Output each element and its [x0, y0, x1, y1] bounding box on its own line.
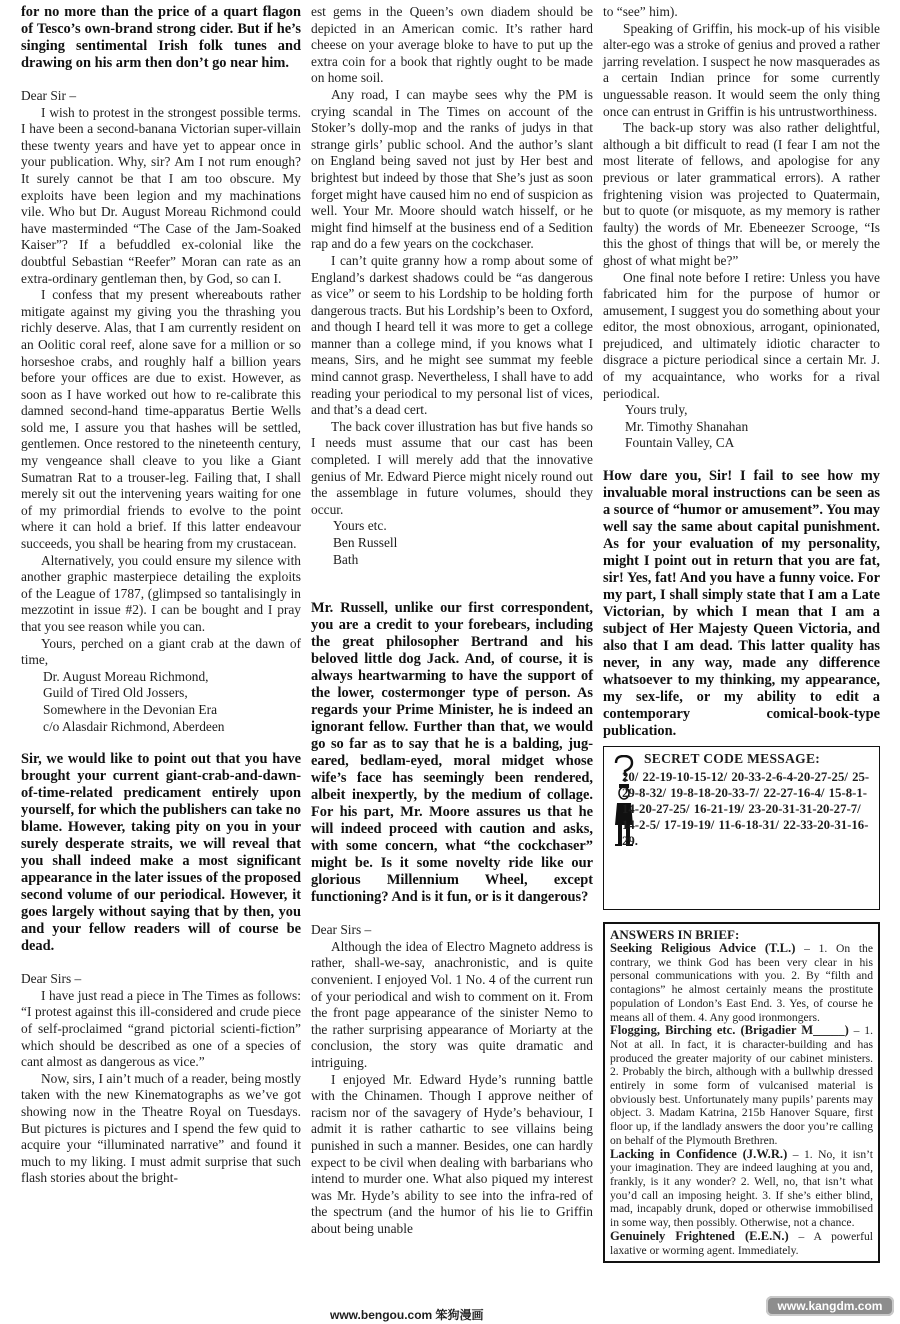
letter-paragraph: I can’t quite granny how a romp about some of England’s darkest shadows could be “as dangerous as vice” or seem to his Lordship to be holding forth dangerous tracts. But his Lordship’s been to Oxford, and though I heard tell it was more to get a college manner than a college mind, if you knows what I means, Sirs, and he might see summat my feeble mind cannot grasp. Nevertheless, I shall have to add reading your periodical to my personal list of vices, and that’s a dead cert.	[311, 252, 593, 418]
answer-topic: Lacking in Confidence (J.W.R.)	[610, 1146, 788, 1161]
letter-paragraph: The back cover illustration has but five hands so I needs must assume that our cast has been completed. I will merely add that the innovative genius of Mr. Edward Pierce might nicely round out the assemblage in future volumes, should they occur.	[311, 418, 593, 517]
column-right	[603, 4, 880, 1263]
answer-topic: Flogging, Birching etc. (Brigadier M_____)	[610, 1023, 849, 1038]
letter-paragraph: One final note before I retire: Unless you have fabricated him for the purpose of humor or amusement, I suggest you do something about your editor, the most obnoxious, arrogant, opinionated, prejudiced, and ultimately idiotic character to disgrace a picture periodical since a certain Mr. J. of my acquaintance, who works for a rival periodical.	[603, 269, 880, 401]
answer-topic: Genuinely Frightened (E.E.N.)	[610, 1228, 789, 1243]
answers-heading: ANSWERS IN BRIEF:	[610, 927, 740, 943]
signature-line: Guild of Tired Old Jossers,	[43, 685, 188, 701]
signature-line: Dr. August Moreau Richmond,	[43, 668, 209, 684]
editor-reply: How dare you, Sir! I fail to see how my invaluable moral instructions can be seen as a source of “humor or amusement”. You may well say the same about capital punishment. As for your evaluation of my personality, might I point out in return that you are fat, sir! Yes, fat! And you have a funny voice. For my part, I shall simply state that I am a Late Victorian, by which I mean that I am a subject of Her Majesty Queen Victoria, and also that I am dead. This latter quality has never, in any way, made any difference whatsoever to my thinking, my appearance, my sex-life, or my ability to edit a contemporary comical-book-type publication.	[603, 468, 880, 740]
letter-paragraph: I confess that my present whereabouts rather mitigate against my giving you the thrashing you richly deserve. Alas, that I am currently resident on an Oolitic coral reef, alone save for a million or so horseshoe crabs, and roughly half a billion years before your offices are due to exist. However, as soon as I have worked out how to re-calibrate this damned second-hand time-apparatus Bertie Wells sold me, I assure you that hashes will be settled, gentlemen. Once restored to the nineteenth century, my vengeance shall cleave to you like a Giant Sumatran Rat to a trouser-leg. Failing that, I shall merely sit out the intervening years waiting for one of my primordial friends to evolve to the point where it can hold a brief. If this latter endeavour succeeds, you shall be hearing from my crustacean.	[21, 287, 301, 552]
answer-text: – 1. Not at all. In fact, it is character-building and has produced the greater majority of our cabinet ministers. 2. Probably the birch, although with a bullwhip dressed entirely in some form of vulcanised material is obviously best. Unfortunately many pupils’ parents may object. 3. Madam Katrina, 215b Hanover Square, first floor up, if the landlady answers the door you’re calling on behalf of the Plymouth Brethren.	[610, 1024, 873, 1147]
secret-code-box	[603, 746, 880, 910]
answer-text: – 1. On the contrary, we think God has been very clear in his personal communications with you. 2. By “filth and contagions” he almost certainly means the prostitute population of London’s East End. 3. Yes, of course he means all of them. 4. Any good ironmongers.	[610, 942, 873, 1024]
signature-line: c/o Alasdair Richmond, Aberdeen	[43, 718, 225, 734]
secret-code-heading: SECRET CODE MESSAGE:	[644, 751, 821, 767]
signature-line: Yours truly,	[625, 402, 688, 418]
footer-watermark: www.bengou.com 笨狗漫画	[330, 1308, 484, 1322]
letter-paragraph: to “see” him).	[603, 4, 678, 19]
editor-reply: Mr. Russell, unlike our first correspondent, you are a credit to your forebears, including the great philosopher Bertrand and his beloved little dog Jack. And, of course, it is always heartwarming to have the support of the lower, costermonger type of person. As regards your Prime Minister, he is indeed an ignorant fellow. Further than that, we would go so far as to say that he is a balding, jug-eared, bedlam-eyed, moral midget whose wife’s face has seemingly been rendered, albeit inexpertly, by the medium of collage. For his part, Mr. Moore assures us that he will indeed proceed with caution and asks, with some concern, what “the cockchaser” might be. Is it some novelty ride like our glorious Millennium Wheel, except functioning? And is it fun, or is it dangerous?	[311, 600, 593, 906]
answer-text: – A powerful laxative or worming agent. Immediately.	[610, 1229, 873, 1257]
signature-line: Bath	[333, 551, 359, 567]
letter-salutation: Dear Sir –	[21, 88, 77, 103]
letter-salutation: Dear Sirs –	[21, 971, 82, 987]
letter-paragraph: Now, sirs, I ain’t much of a reader, being mostly taken with the new Kinematographs as we’ve got showing now in the Theatre Royal on Tuesdays. But pictures is pictures and I spend the few quid to acquire your “illuminated narrative” and found it much to my liking. I must admit surprise that such flash stories about the bright-	[21, 1070, 301, 1186]
signature-line: Mr. Timothy Shanahan	[625, 418, 749, 434]
answers-in-brief-box	[603, 922, 880, 1263]
letter-paragraph: est gems in the Queen’s own diadem should be depicted in an American comic. It’s rather hard cheese on your average bloke to have to put up the extra coin for a book that rightly ought to be made on home soil.	[311, 4, 593, 86]
signature-line: Yours etc.	[333, 518, 387, 534]
letter-salutation: Dear Sirs –	[311, 922, 372, 938]
letter-paragraph: The back-up story was also rather delightful, although a bit difficult to read (I fear I am not the most literate of fellows, and apologise for any previous or later grammatical errors). A rather frightening vision was projected to Quatermain, but to quote (or misquote, as my memory is rather faulty) the words of Mr. Ebeneezer Scrooge, “Is this the ghost of things that will be, or merely the ghost of what might be?”	[603, 120, 880, 268]
column-left	[21, 4, 301, 1187]
letter-paragraph: Any road, I can maybe sees why the PM is crying scandal in The Times on account of the Stoker’s dolly-mop and the ranks of judys in that strange girls’ public school. And the author’s slant on England being saved not just by Her best and brightest but indeed by those that She’s just as soon forget might have caused him no end of suspicion as well. Your Mr. Moore should watch hisself, or he might find himself at the business end of a Sedition rap and do a few years on the cockchaser.	[311, 86, 593, 252]
editor-reply: for no more than the price of a quart flagon of Tesco’s own-brand strong cider. But if he’s singing sentimental Irish folk tunes and drawing on his arm then don’t go near him.	[21, 4, 301, 71]
letter-paragraph: Speaking of Griffin, his mock-up of his visible alter-ego was a stroke of genius and proved a rather jarring revelation. I suspect he now masquerades as a certain Indian prince for some currently unguessable reason. It would seem the only thing once can entrust in Griffin is his untrustworthiness.	[603, 20, 880, 119]
answer-topic: Seeking Religious Advice (T.L.)	[610, 941, 796, 956]
letter-paragraph: Yours, perched on a giant crab at the dawn of time,	[21, 635, 301, 668]
secret-code-text: 20/ 22-19-10-15-12/ 20-33-2-6-4-20-27-25/ 25-29-8-32/ 19-8-18-20-33-7/ 22-27-16-4/ 15-8-1-14-20-27-25/ 16-21-19/ 23-20-31-31-20-27-7/ 14-2-5/ 17-19-19/ 11-6-18-31/ 22-33-20-31-16-29.	[622, 770, 870, 849]
answer-item	[610, 942, 873, 1024]
letter-paragraph: I have just read a piece in The Times as follows: “I protest against this ill-considered and crude piece of self-proclaimed “grand pictorial scienti-fiction” which should be described as one of a species of cant almost as dangerous as vice.”	[21, 987, 301, 1070]
letter-paragraph: I wish to protest in the strongest possible terms. I have been a second-banana Victorian super-villain these twenty years and have yet to appear once in your publication. Why, sir? Am I not rum enough? It surely cannot be that I am too obscure. My exploits have been legion and my machinations vile. Who but Dr. August Moreau Richmond could have masterminded “The Case of the Jam-Soaked Kaiser”? If a befuddled ex-colonial like the doubtful Sebastian “Reefer” Moran can rate as an extra-ordinary gentleman then, by God, so can I.	[21, 104, 301, 286]
editor-reply: Sir, we would like to point out that you have brought your current giant-crab-and-dawn-of-time-related predicament entirely upon yourself, for which the publishers can take no blame. However, taking pity on you in your surely desperate straits, we will reveal that you shall indeed make a most significant appearance in the later issues of the proposed second volume of our periodical. However, it goes largely without saying that by then, you and your fellow readers will of course be dead.	[21, 751, 301, 955]
signature-line: Fountain Valley, CA	[625, 435, 735, 451]
answer-item	[610, 1024, 873, 1147]
site-stamp: www.kangdm.com	[766, 1296, 894, 1316]
answer-item	[610, 1230, 873, 1257]
letter-paragraph: Although the idea of Electro Magneto address is rather, shall-we-say, anachronistic, and is quite convenient. I enjoyed Vol. 1 No. 4 of the current run of your periodical and wish to comment on it. From the front page appearance of the sinister Nemo to the rather surprising appearance of Moriarty at the conclusion, the story was quite dramatic and intriguing.	[311, 938, 593, 1070]
answer-text: – 1. No, it isn’t your imagination. They are indeed laughing at you and, frankly, is it any wonder? 2. Well, no, that isn’t what you’d call an imposing height. 3. If she’s either blind, mad, incapably drunk, doped or otherwise immobilised in some way, then possibly. Otherwise, not a chance.	[610, 1147, 873, 1230]
signature-line: Somewhere in the Devonian Era	[43, 701, 218, 717]
column-middle	[311, 4, 593, 1237]
answer-item	[610, 1148, 873, 1230]
letter-paragraph: Alternatively, you could ensure my silence with another graphic masterpiece detailing the exploits of the League of 1787, (glimpsed so tantalisingly in mezzotint in issue #2). I can be bought and I pray that you see reason while you can.	[21, 552, 301, 634]
signature-line: Ben Russell	[333, 535, 398, 550]
letter-paragraph: I enjoyed Mr. Edward Hyde’s running battle with the Chinamen. Though I approve neither of racism nor of the savagery of Hyde’s behaviour, I admit it is rather cathartic to see villains being punished in such a manner. Besides, one can hardly expect to be civil when dealing with barbarians who intend to murder one. What also piqued my interest was Mr. Hyde’s ability to see into the infra-red of the spectrum (and the humor of his lie to Griffin about being unable	[311, 1071, 593, 1236]
